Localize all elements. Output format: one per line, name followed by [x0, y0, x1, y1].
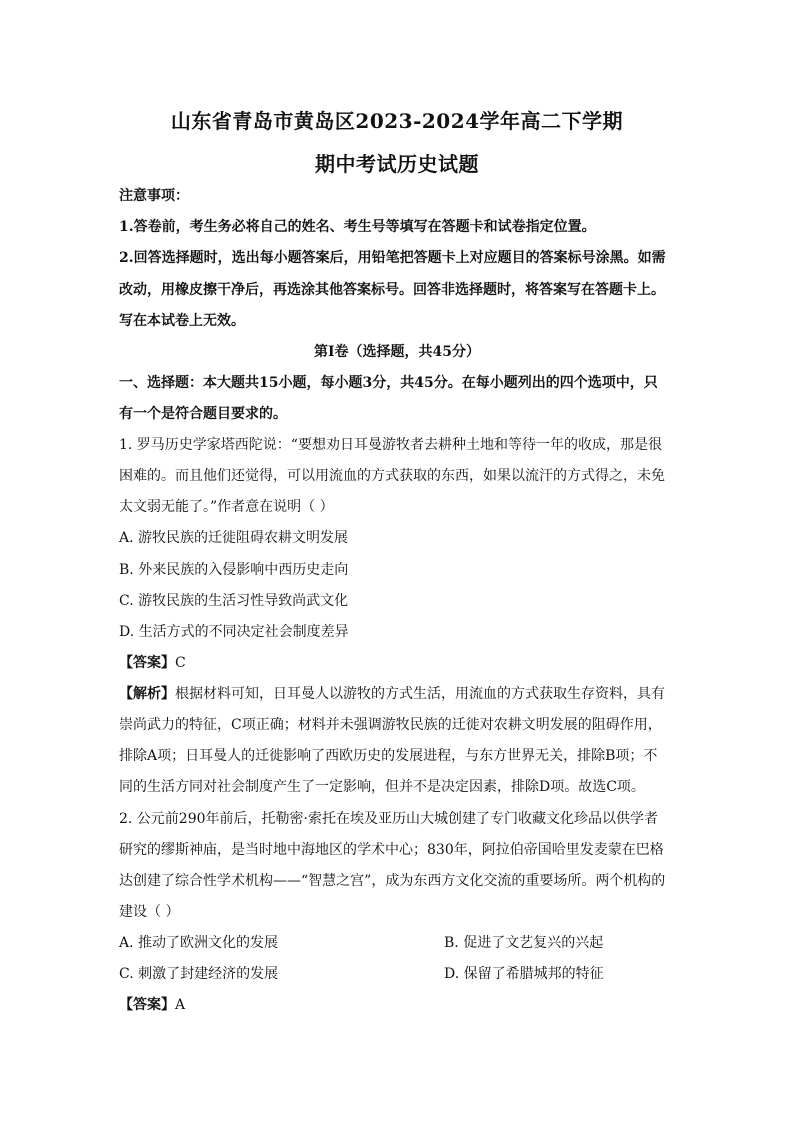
notes-item-2-line2: 改动，用橡皮擦干净后，再选涂其他答案标号。回答非选择题时，将答案写在答题卡上。: [119, 282, 665, 298]
q1-analysis-line2: 崇尚武力的特征，C项正确；材料并未强调游牧民族的迁徙对农耕文明发展的阻碍作用，: [119, 717, 662, 733]
part-title: 第Ⅰ卷（选择题，共45分）: [313, 344, 481, 360]
section-instruction-line2: 有一个是符合题目要求的。: [119, 406, 287, 422]
q2-stem-line1: 2. 公元前290年前后，托勒密·索托在埃及亚历山大城创建了专门收藏文化珍品以供学者: [119, 811, 658, 827]
q1-option-c: C. 游牧民族的生活习性导致尚武文化: [119, 593, 349, 609]
exam-title-line1: 山东省青岛市黄岛区2023-2024学年高二下学期: [170, 109, 624, 133]
notes-item-2-line1: 2.回答选择题时，选出每小题答案后，用铅笔把答题卡上对应题目的答案标号涂黑。如需: [119, 250, 666, 266]
q2-stem-line2: 研究的缪斯神庙，是当时地中海地区的学术中心；830年，阿拉伯帝国哈里发麦蒙在巴格: [119, 842, 664, 858]
q1-answer: [119, 653, 679, 673]
q1-analysis-line3: 排除A项；日耳曼人的迁徙影响了西欧历史的发展进程，与东方世界无关，排除B项；不: [119, 748, 658, 764]
notes-item-1: 1.答卷前，考生务必将自己的姓名、考生号等填写在答题卡和试卷指定位置。: [119, 219, 596, 235]
q2-stem-line3: 达创建了综合性学术机构——“智慧之宫”，成为东西方文化交流的重要场所。两个机构的: [119, 873, 666, 889]
notes-item-2-line3: 写在本试卷上无效。: [119, 313, 245, 329]
q1-analysis-line1: [119, 684, 679, 704]
exam-title-line2: 期中考试历史试题: [315, 152, 479, 176]
notes-heading: 注意事项：: [119, 188, 189, 204]
q2-option-a: A. 推动了欧洲文化的发展: [119, 935, 279, 951]
q1-answer-label: 【答案】: [119, 655, 175, 671]
q2-answer: [119, 995, 679, 1015]
q1-option-b: B. 外来民族的入侵影响中西历史走向: [119, 562, 349, 578]
q2-option-c: C. 刺激了封建经济的发展: [119, 966, 279, 982]
section-instruction-line1: 一、选择题：本大题共15小题，每小题3分，共45分。在每小题列出的四个选项中，只: [119, 375, 658, 391]
q1-option-d: D. 生活方式的不同决定社会制度差异: [119, 624, 349, 640]
q1-answer-value: C: [175, 655, 186, 671]
q1-stem-line3: 太文弱无能了。”作者意在说明（ ）: [119, 499, 334, 515]
q1-stem-line1: 1. 罗马历史学家塔西陀说：“要想劝日耳曼游牧者去耕种土地和等待一年的收成，那是很: [119, 437, 662, 453]
q1-stem-line2: 困难的。而且他们还觉得，可以用流血的方式获取的东西，如果以流汗的方式得之，未免: [119, 468, 665, 484]
q2-option-d: D. 保留了希腊城邦的特征: [444, 966, 604, 982]
q2-option-b: B. 促进了文艺复兴的兴起: [444, 935, 604, 951]
q2-answer-value: A: [175, 997, 186, 1013]
q1-analysis-text1: 根据材料可知，日耳曼人以游牧的方式生活，用流血的方式获取生存资料，具有: [175, 686, 665, 702]
q2-answer-label: 【答案】: [119, 997, 175, 1013]
q1-analysis-line4: 同的生活方同对社会制度产生了一定影响，但并不是决定因素，排除D项。故选C项。: [119, 779, 645, 795]
q1-option-a: A. 游牧民族的迁徙阻碍农耕文明发展: [119, 530, 349, 546]
q1-analysis-label: 【解析】: [119, 686, 175, 702]
q2-stem-line4: 建设（ ）: [119, 904, 180, 920]
